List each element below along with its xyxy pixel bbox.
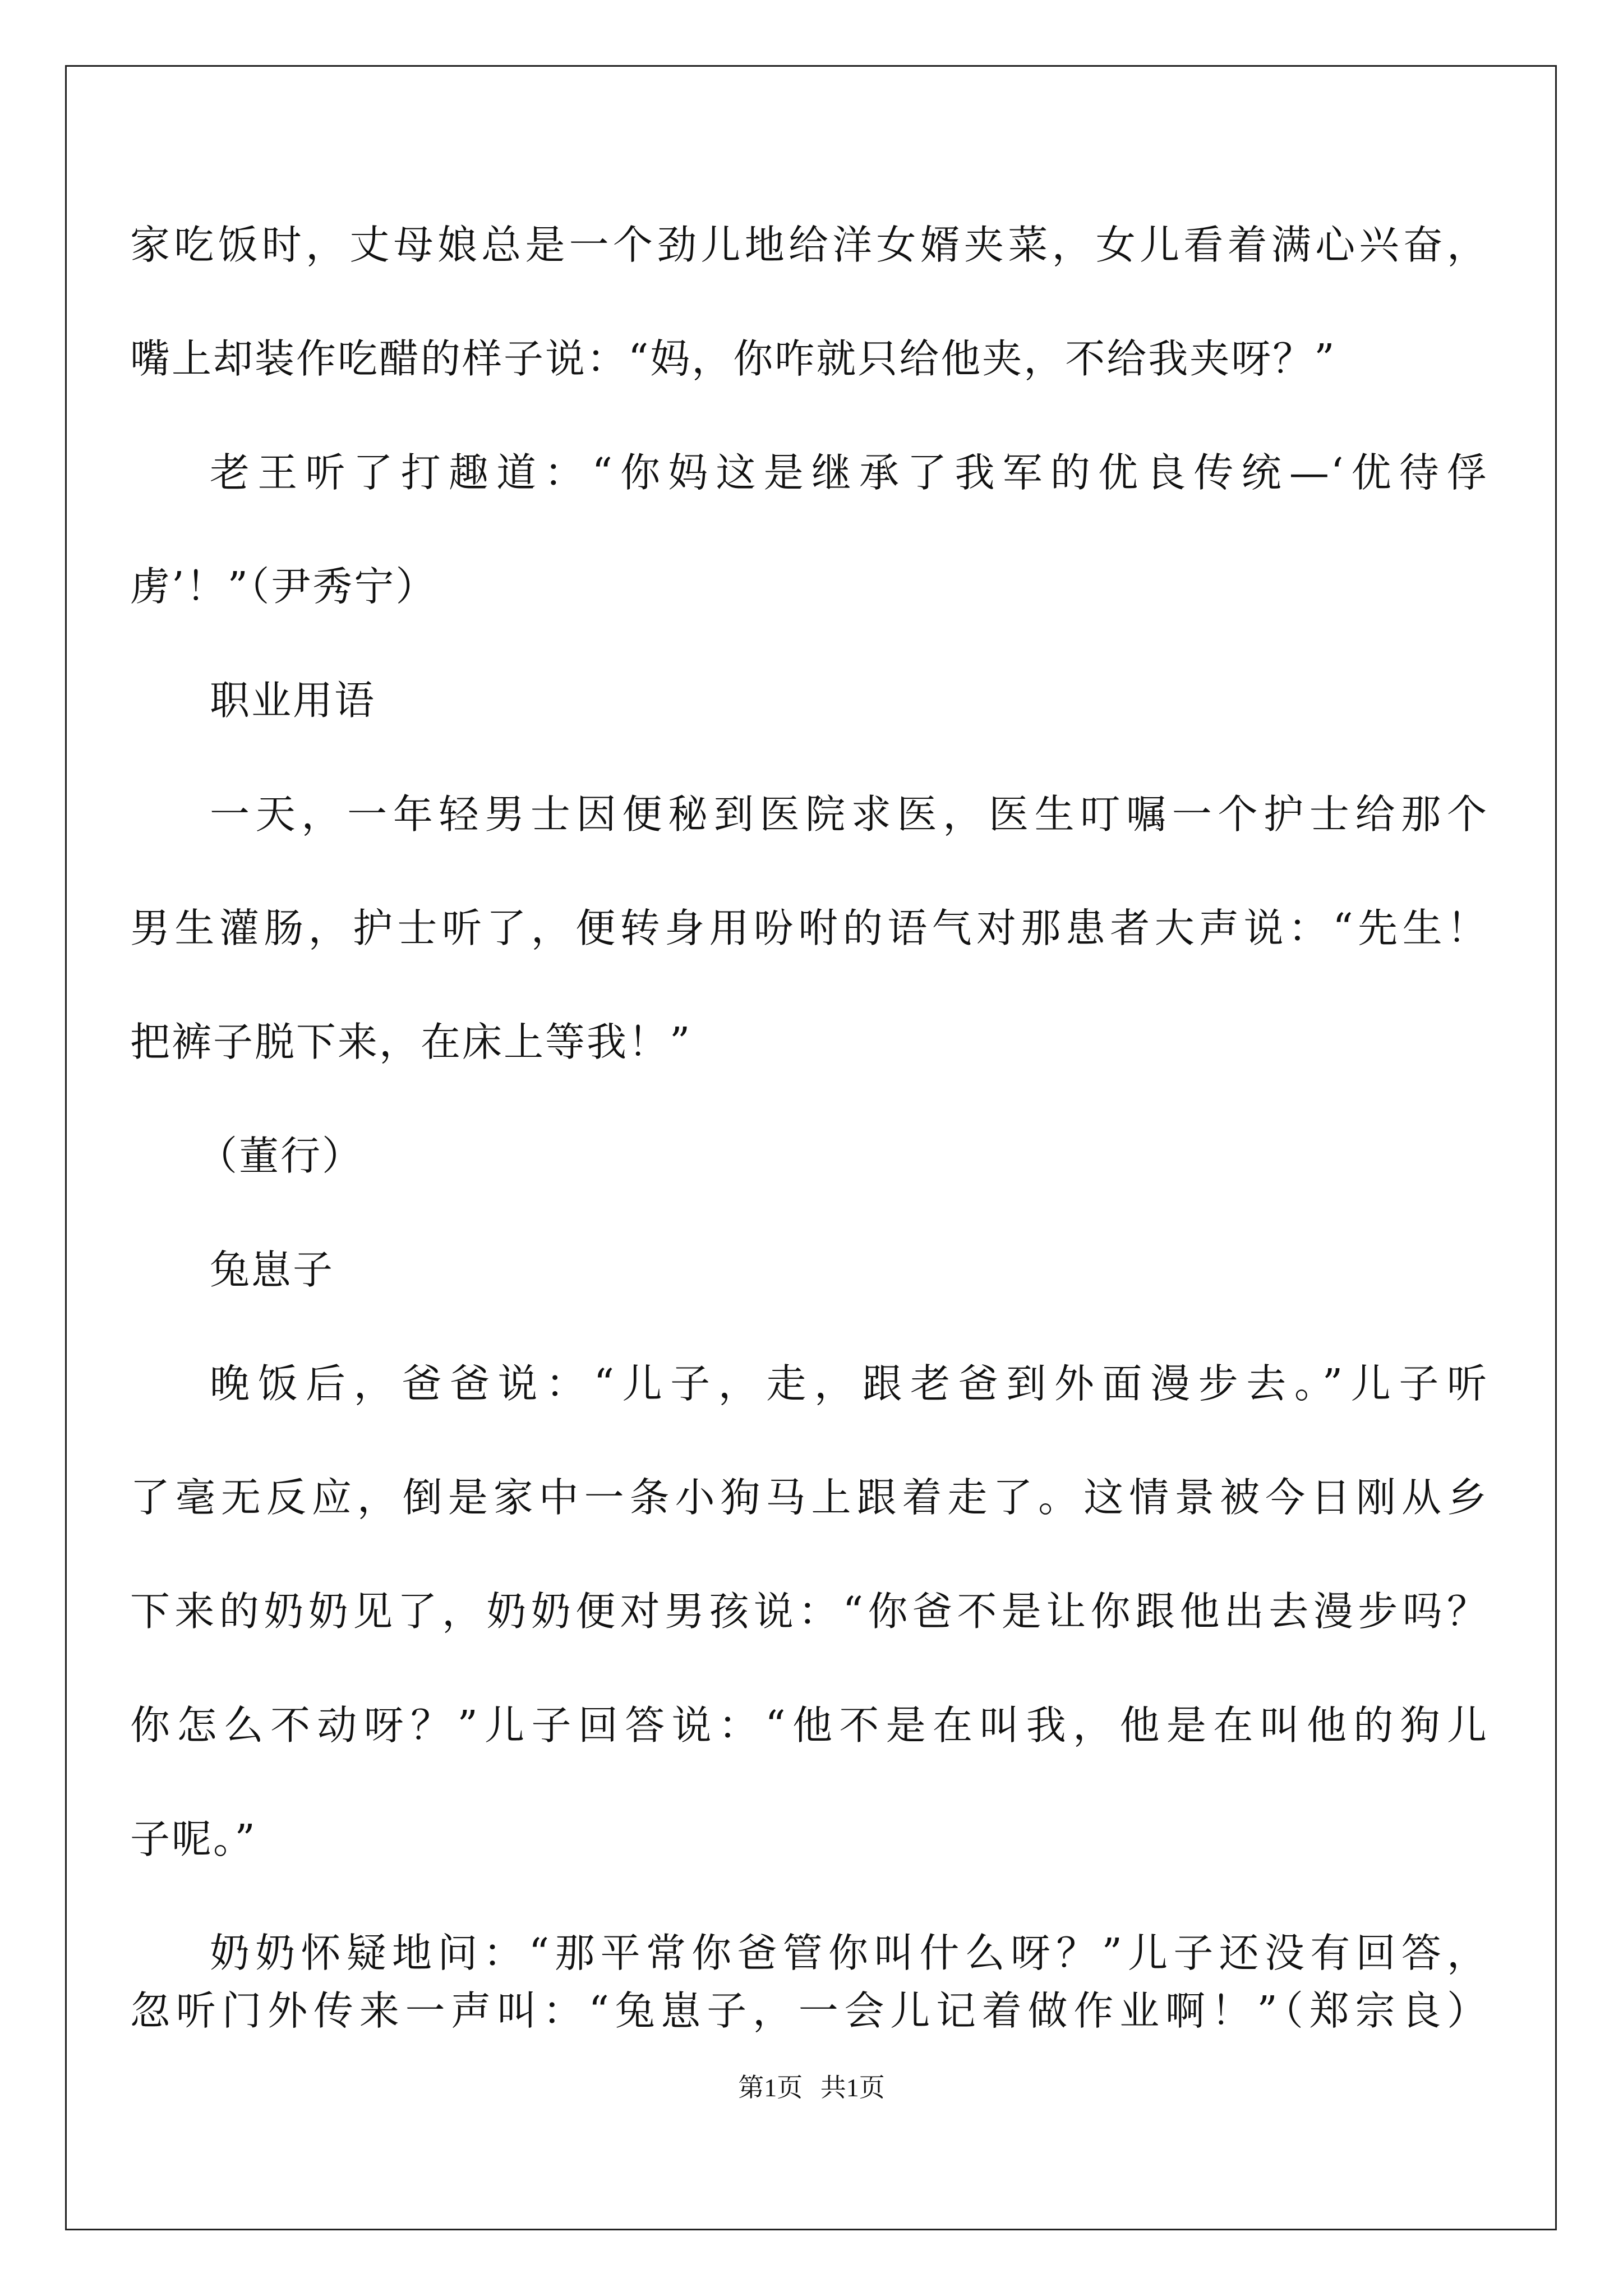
text-line: 奶奶怀疑地问：“那平常你爸管你叫什么呀？”儿子还没有回答， [210, 1930, 1488, 1976]
page-number: 第1页 [738, 2073, 803, 2102]
text-line: 晚饭后，爸爸说：“儿子，走，跟老爸到外面漫步去。”儿子听 [210, 1360, 1488, 1407]
section-heading: 职业用语 [210, 677, 376, 724]
text-line: 子呢。” [130, 1816, 257, 1862]
author-credit: （董行） [197, 1133, 364, 1179]
text-line: 男生灌肠，护士听了，便转身用吩咐的语气对那患者大声说：“先生！ [130, 905, 1488, 951]
text-line: 家吃饭时，丈母娘总是一个劲儿地给洋女婿夹菜，女儿看着满心兴奋， [130, 222, 1488, 268]
text-line: 下来的奶奶见了，奶奶便对男孩说：“你爸不是让你跟他出去漫步吗？ [130, 1588, 1488, 1635]
section-heading: 兔崽子 [210, 1246, 335, 1293]
text-line: 你怎么不动呀？”儿子回答说：“他不是在叫我，他是在叫他的狗儿 [130, 1702, 1488, 1749]
text-line: 嘴上却装作吃醋的样子说：“妈，你咋就只给他夹，不给我夹呀？” [130, 335, 1336, 382]
text-line: 把裤子脱下来，在床上等我！” [130, 1019, 692, 1065]
text-line: 了毫无反应，倒是家中一条小狗马上跟着走了。这情景被今日刚从乡 [130, 1474, 1488, 1521]
text-line: 忽听门外传来一声叫：“兔崽子，一会儿记着做作业啊！”（郑宗良） [130, 1987, 1488, 2034]
text-line: 老王听了打趣道：“你妈这是继承了我军的优良传统—‘优待俘 [210, 449, 1488, 496]
page-total: 共1页 [820, 2073, 885, 2102]
text-line: 一天，一年轻男士因便秘到医院求医，医生叮嘱一个护士给那个 [210, 791, 1488, 838]
page-footer [0, 2071, 1623, 2105]
text-line: 虏’！”（尹秀宁） [130, 563, 437, 610]
